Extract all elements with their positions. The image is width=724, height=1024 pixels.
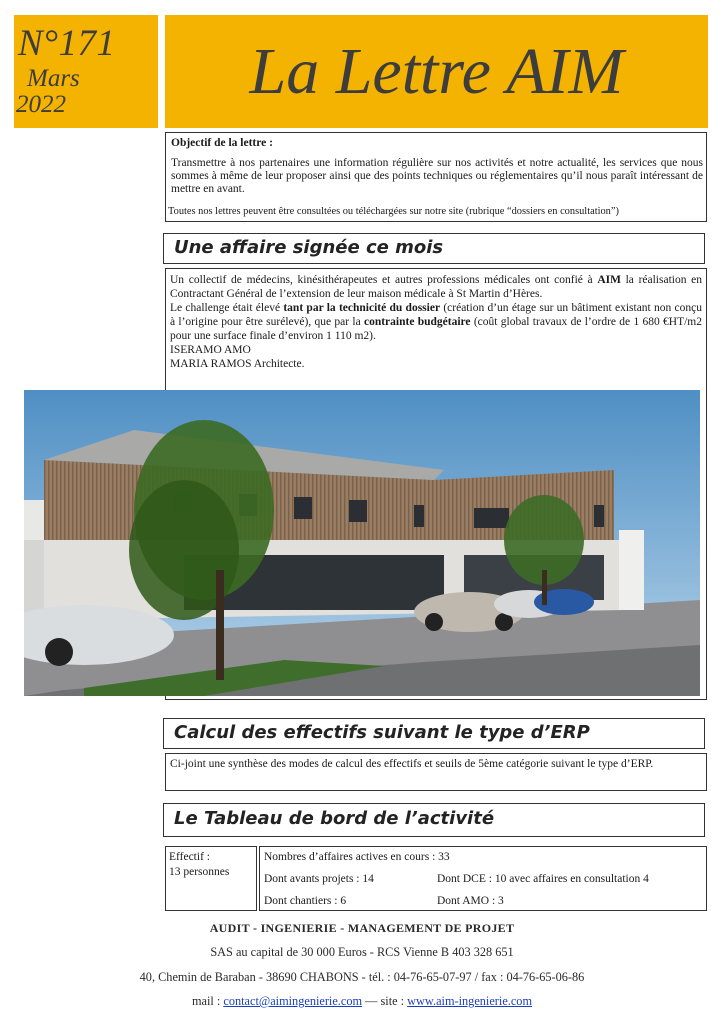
footer-company: SAS au capital de 30 000 Euros - RCS Vienne B 403 328 651 (210, 945, 514, 959)
newsletter-title: La Lettre AIM (249, 35, 624, 108)
objective-paragraph: Transmettre à nos partenaires une information régulière sur nos activités et notre actualité, les services que nous sommes à même de leur proposer ainsi que des points techniques ou réglementaires qu’il nous paraît intéressant de mettre en avant. (171, 157, 703, 195)
section-title-calcul: Calcul des effectifs suivant le type d’ERP (174, 722, 590, 743)
section-title-affaire: Une affaire signée ce mois (174, 237, 444, 258)
section-title-tableau: Le Tableau de bord de l’activité (174, 808, 495, 829)
issue-month: Mars (27, 65, 80, 92)
stat-dce: Dont DCE : 10 avec affaires en consultation 4 (437, 873, 649, 885)
issue-number: N°171 (18, 23, 116, 64)
objective-heading: Objectif de la lettre : (171, 137, 273, 149)
building-rendering-image (24, 390, 700, 696)
stat-chantiers: Dont chantiers : 6 (264, 895, 347, 907)
mail-label: mail : (191, 994, 224, 1008)
site-label: — site : (362, 994, 408, 1008)
issue-year: 2022 (16, 91, 66, 118)
affaire-text (170, 273, 702, 371)
credit-architect: MARIA RAMOS Architecte. (170, 358, 305, 370)
stat-amo: Dont AMO : 3 (437, 895, 504, 907)
objective-note: Toutes nos lettres peuvent être consultées ou téléchargées sur notre site (rubrique “dossiers en consultation”) (168, 206, 619, 217)
credit-amo: ISERAMO AMO (170, 344, 251, 356)
effectif-text (169, 850, 229, 880)
email-link[interactable]: contact@aimingenierie.com (223, 994, 363, 1008)
effectif-label: Effectif : (169, 851, 210, 863)
stat-avants-projets: Dont avants projets : 14 (264, 873, 374, 885)
footer-tagline: AUDIT - INGENIERIE - MANAGEMENT DE PROJET (209, 921, 515, 935)
calcul-text: Ci-joint une synthèse des modes de calcul des effectifs et seuils de 5ème catégorie suivant le type d’ERP. (170, 758, 654, 770)
stat-affaires-actives: Nombres d’affaires actives en cours : 33 (264, 851, 450, 863)
footer-address: 40, Chemin de Baraban - 38690 CHABONS - tél. : 04-76-65-07-97 / fax : 04-76-65-06-86 (139, 970, 585, 984)
affaire-paragraph-2: Le challenge était élevé tant par la technicité du dossier (création d’un étage sur un bâtiment existant non conçu à l’origine pour être surélevé), que par la contrainte budgétaire (coût global travaux de l’ordre de 1 680 €HT/m2 pour une surface finale d’environ 1 110 m2). (170, 302, 703, 342)
effectif-value: 13 personnes (169, 866, 230, 878)
website-link[interactable]: www.aim-ingenierie.com (407, 994, 533, 1008)
footer-contact (0, 993, 724, 1009)
affaire-paragraph-1: Un collectif de médecins, kinésithérapeutes et autres professions médicales ont confié à AIM la réalisation en Contractant Général de l’extension de leur maison médicale à St Martin d’Hères. (170, 274, 702, 300)
